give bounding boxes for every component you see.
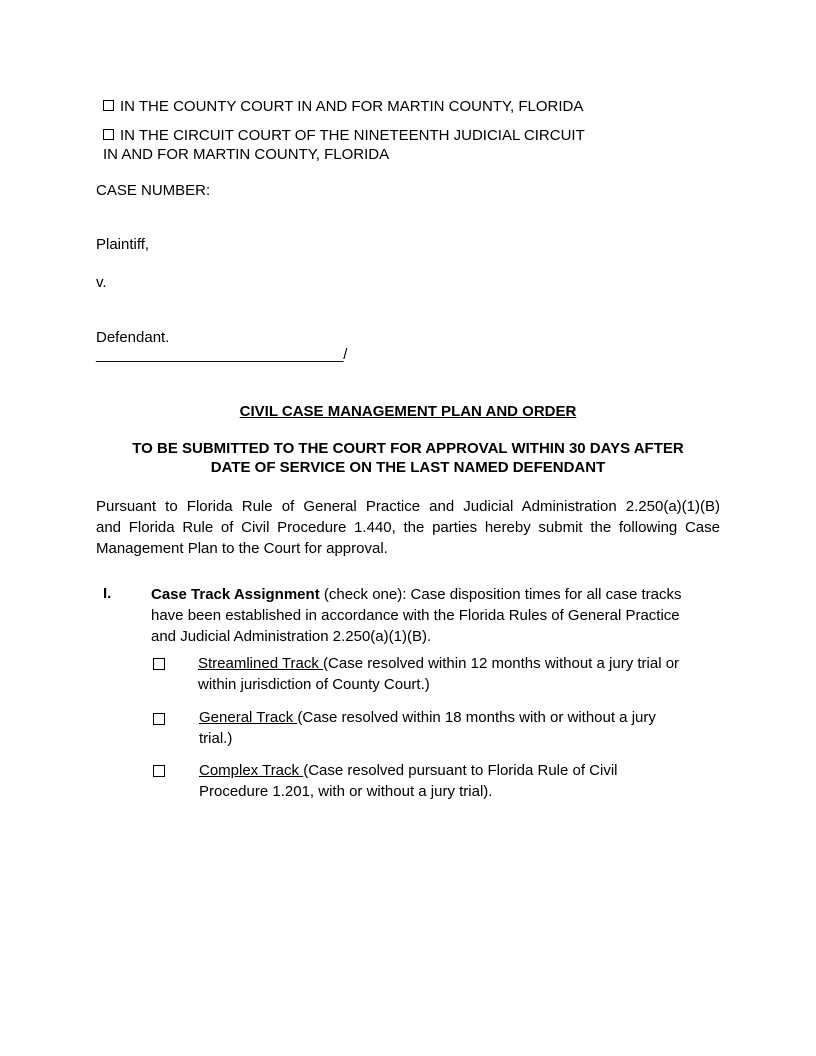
plaintiff-label: Plaintiff, bbox=[96, 236, 150, 253]
section1-paragraph bbox=[151, 584, 717, 647]
intro-line1: Pursuant to Florida Rule of General Practice and Judicial Administration 2.250(a)(1)(B) bbox=[96, 498, 720, 515]
county-court-checkbox[interactable] bbox=[103, 100, 114, 111]
section1-heading: Case Track Assignment bbox=[151, 586, 320, 603]
general-track-desc-line2: trial.) bbox=[199, 730, 233, 747]
document-title: CIVIL CASE MANAGEMENT PLAN AND ORDER bbox=[239, 403, 577, 420]
subtitle-line1: TO BE SUBMITTED TO THE COURT FOR APPROVAL WITHIN 30 DAYS AFTER bbox=[132, 440, 684, 457]
general-track-checkbox[interactable] bbox=[153, 712, 165, 729]
complex-track-desc-line2: Procedure 1.201, with or without a jury trial). bbox=[199, 783, 493, 800]
intro-paragraph bbox=[96, 496, 720, 559]
county-court-option bbox=[103, 97, 583, 117]
streamlined-track-name: Streamlined Track bbox=[198, 655, 324, 672]
streamlined-track-option bbox=[198, 653, 728, 695]
general-track-desc-line1: (Case resolved within 18 months with or without a jury bbox=[297, 709, 656, 726]
section1-line2: have been established in accordance with the Florida Rules of General Practice bbox=[151, 607, 680, 624]
circuit-court-label-line2: IN AND FOR MARTIN COUNTY, FLORIDA bbox=[103, 146, 390, 163]
general-track-option bbox=[199, 707, 729, 749]
streamlined-track-desc-line2: within jurisdiction of County Court.) bbox=[198, 676, 430, 693]
defendant-label: Defendant. bbox=[96, 329, 170, 346]
complex-track-desc-line1: (Case resolved pursuant to Florida Rule of Civil bbox=[303, 762, 618, 779]
streamlined-track-checkbox[interactable] bbox=[153, 657, 165, 674]
section1-numeral: I. bbox=[103, 585, 112, 602]
county-court-label: IN THE COUNTY COURT IN AND FOR MARTIN COUNTY, FLORIDA bbox=[120, 98, 584, 115]
complex-track-option bbox=[199, 760, 729, 802]
caption-signature-line: ______________________________/ bbox=[96, 346, 348, 363]
complex-track-name: Complex Track bbox=[199, 762, 304, 779]
section1-line1: (check one): Case disposition times for all case tracks bbox=[319, 586, 682, 603]
intro-line3: Management Plan to the Court for approval. bbox=[96, 540, 388, 557]
intro-line2: and Florida Rule of Civil Procedure 1.440, the parties hereby submit the following Case bbox=[96, 519, 720, 536]
subtitle-line2: DATE OF SERVICE ON THE LAST NAMED DEFENDANT bbox=[210, 459, 606, 476]
case-number-label: CASE NUMBER: bbox=[96, 182, 211, 199]
streamlined-track-desc-line1: (Case resolved within 12 months without a jury trial or bbox=[323, 655, 680, 672]
section1-line3: and Judicial Administration 2.250(a)(1)(B). bbox=[151, 628, 432, 645]
complex-track-checkbox[interactable] bbox=[153, 764, 165, 781]
circuit-court-option bbox=[103, 126, 585, 146]
versus-label: v. bbox=[96, 274, 107, 291]
circuit-court-label-line1: IN THE CIRCUIT COURT OF THE NINETEENTH JUDICIAL CIRCUIT bbox=[120, 127, 585, 144]
general-track-name: General Track bbox=[199, 709, 298, 726]
circuit-court-checkbox[interactable] bbox=[103, 129, 114, 140]
